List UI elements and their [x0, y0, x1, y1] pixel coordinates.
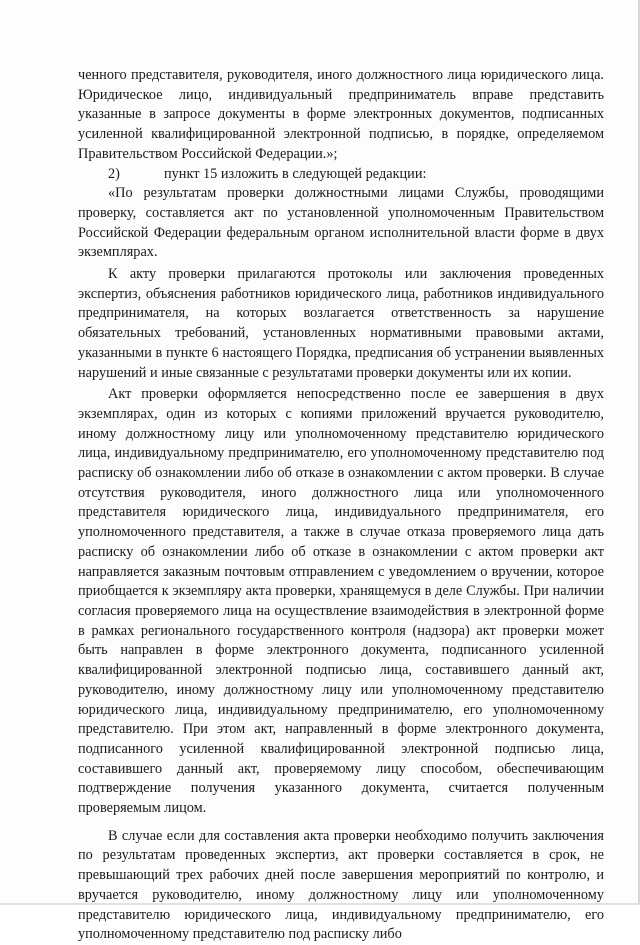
list-item	[78, 165, 604, 185]
paragraph-quoted-start: «По результатам проверки должностными лицами Службы, проводящими проверку, составляется акт по установленной уполномоченным Правительством Российской Федерации федеральным органом исполнительной власти форме в двух экземплярах.	[78, 185, 604, 261]
document-body	[78, 66, 604, 945]
paragraph-attachments: К акту проверки прилагаются протоколы или заключения проведенных экспертиз, объяснения работников юридического лица, работников индивидуального предпринимателя, на которых возлагается ответственность за нарушение обязательных требований, установленных нормативными правовыми актами, указанными в пункте 6 настоящего Порядка, предписания об устранении выявленных нарушений и иные связанные с результатами проверки документы или их копии.	[78, 266, 604, 381]
list-item-number: 2)	[108, 165, 120, 182]
paragraph-continuation: ченного представителя, руководителя, иного должностного лица юридического лица. Юридическое лицо, индивидуальный предприниматель вправе представить указанные в запросе документы в форме электронных документов, подписанных усиленной квалифицированной электронной подписью, в порядке, определяемом Правительством Российской Федерации.»;	[78, 67, 604, 162]
paragraph-act-execution: Акт проверки оформляется непосредственно после ее завершения в двух экземплярах, один из которых с копиями приложений вручается руководителю, иному должностному лицу или уполномоченному представителю юридического лица, индивидуальному предпринимателю, его уполномоченному представителю под расписку об ознакомлении либо об отказе в ознакомлении с актом проверки. В случае отсутствия руководителя, иного должностного лица или уполномоченного представителя юридического лица, индивидуального предпринимателя, его уполномоченного представителя, а также в случае отказа проверяемого лица дать расписку об ознакомлении либо об отказе в ознакомлении с актом проверки акт направляется заказным почтовым отправлением с уведомлением о вручении, которое приобщается к экземпляру акта проверки, хранящемуся в деле Службы. При наличии согласия проверяемого лица на осуществление взаимодействия в электронной форме в рамках регионального государственного контроля (надзора) акт проверки может быть направлен в форме электронного документа, подписанного усиленной квалифицированной электронной подписью лица, составившего данный акт, руководителю, иному должностному лицу или уполномоченному представителю юридического лица, индивидуальному предпринимателю, его уполномоченному представителю. При этом акт, направленный в форме электронного документа, подписанного усиленной квалифицированной электронной подписью лица, составившего данный акт, проверяемому лицу способом, обеспечивающим подтверждение получения указанного документа, считается полученным проверяемым лицом.	[78, 386, 604, 817]
list-item-text: пункт 15 изложить в следующей редакции:	[164, 165, 427, 182]
paragraph-expert-conclusions: В случае если для составления акта проверки необходимо получить заключения по результатам проведенных экспертиз, акт проверки составляется в срок, не превышающий трех рабочих дней после завершения мероприятий по контролю, и вручается руководителю, иному должностному лицу или уполномоченному представителю юридического лица, индивидуальному предпринимателю, его уполномоченному представителю под расписку либо	[78, 827, 604, 943]
